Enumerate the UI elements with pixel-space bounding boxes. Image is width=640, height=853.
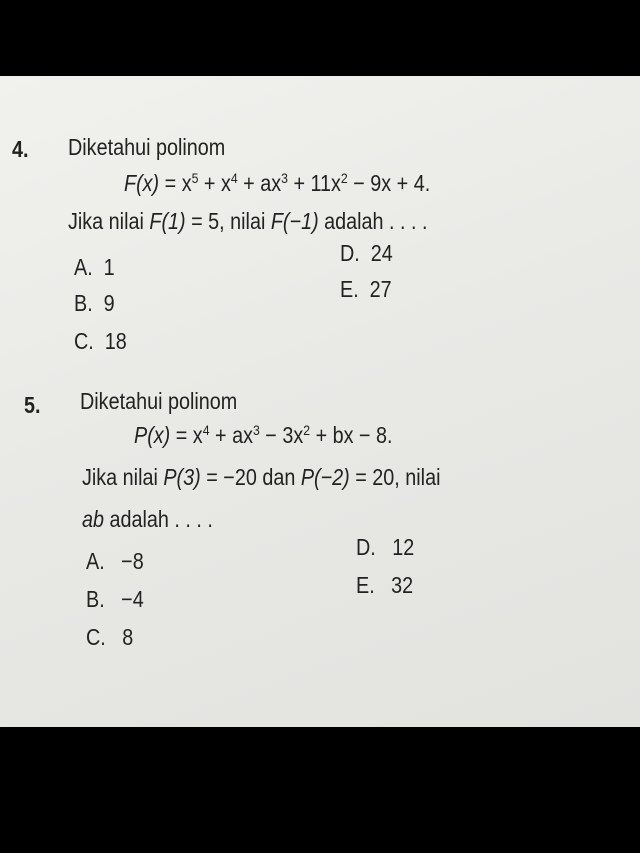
q5-option-d: D. 12 [356, 534, 415, 560]
q4-option-a: A. 1 [74, 254, 115, 280]
paper-sheet [0, 76, 640, 727]
q5-option-e: E. 32 [356, 572, 414, 598]
q5-condition-2: ab adalah . . . . [82, 506, 213, 532]
q4-function-name: F(x) [124, 170, 160, 196]
q5-condition: Jika nilai P(3) = −20 dan P(−2) = 20, nilai [82, 464, 441, 490]
q4-option-c: C. 18 [74, 328, 127, 354]
q4-option-b: B. 9 [74, 290, 115, 316]
q4-polynomial: $F(x) = x^5 + x^4 + ax^3 + 11x^2 - 9x + 4$. [124, 170, 431, 196]
q5-number: 5. [24, 392, 41, 418]
q4-intro: Diketahui polinom [68, 134, 226, 160]
q5-intro: Diketahui polinom [80, 388, 238, 414]
q5-polynomial: $P(x) = x^4 + ax^3 - 3x^2$ + bx − 8. [134, 422, 393, 448]
q5-option-b: B. −4 [86, 586, 144, 612]
q4-condition: Jika nilai F(1) = 5, nilai F(−1) adalah . . . . [68, 208, 428, 234]
q5-option-a: A. −8 [86, 548, 144, 574]
q5-function-name: P(x) [134, 422, 171, 448]
q4-option-d: D. 24 [340, 240, 393, 266]
q4-number: 4. [12, 136, 29, 162]
q5-option-c: C. 8 [86, 624, 134, 650]
q4-option-e: E. 27 [340, 276, 392, 302]
